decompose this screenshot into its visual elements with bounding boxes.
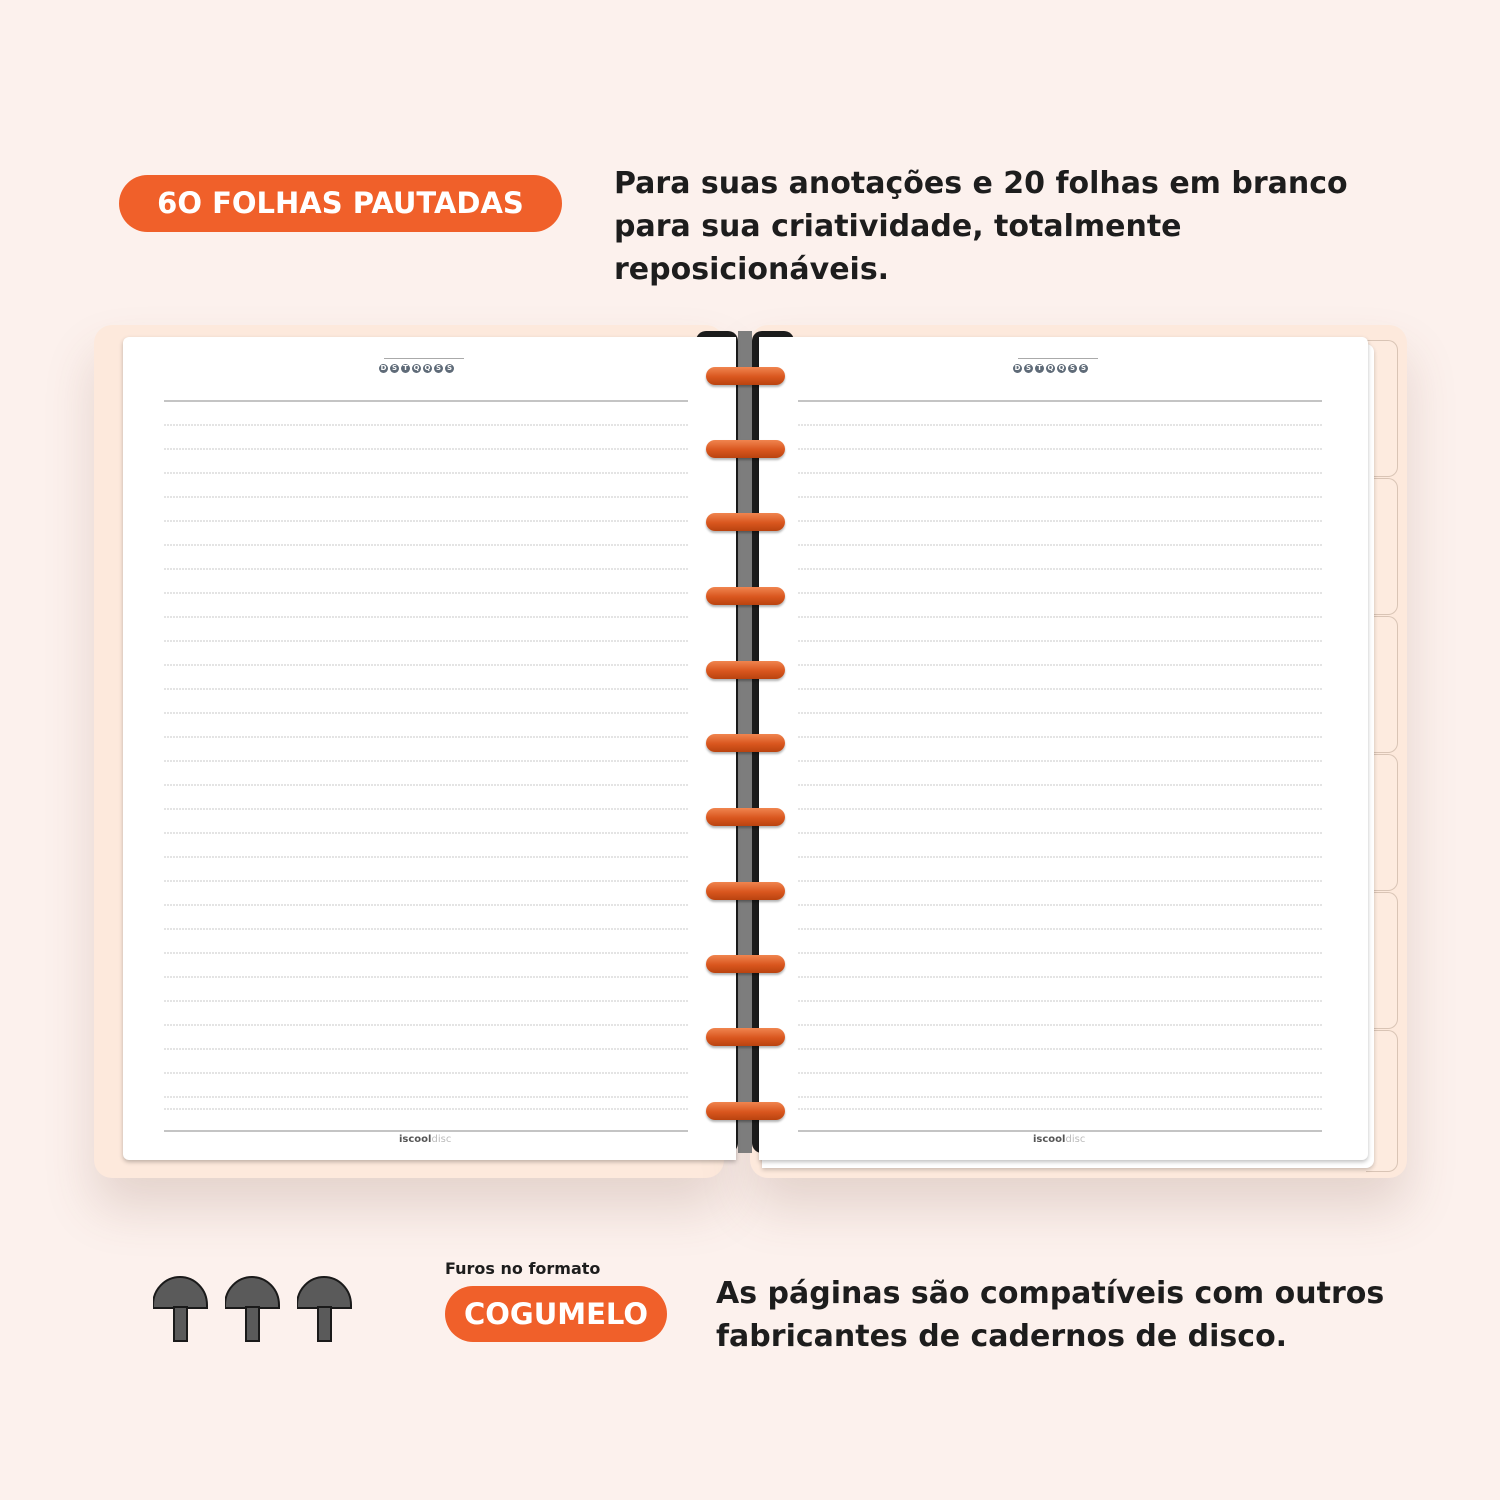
brand-logo-right: iscooldisc xyxy=(1033,1134,1086,1145)
weekday-marker: T xyxy=(401,364,410,373)
weekday-marker: Q xyxy=(424,364,431,372)
hole-format-label: Furos no formato xyxy=(445,1259,601,1278)
header-description: Para suas anotações e 20 folhas em branco para sua criatividade, totalmente reposicionáveis. xyxy=(614,166,1348,287)
weekday-marker: S xyxy=(1025,364,1032,372)
mushroom-hole-icon xyxy=(225,1274,280,1342)
hole-format-badge: COGUMELO xyxy=(445,1286,667,1342)
disc-ring xyxy=(706,367,785,385)
disc-ring xyxy=(706,661,785,679)
brand-logo-left: iscooldisc xyxy=(399,1134,452,1145)
disc-ring xyxy=(706,882,785,900)
weekday-markers xyxy=(379,364,454,373)
disc-ring xyxy=(706,587,785,605)
weekday-marker: Q xyxy=(413,364,420,372)
disc-ring xyxy=(706,1028,785,1046)
disc-ring xyxy=(706,734,785,752)
weekday-marker: S xyxy=(435,364,442,372)
weekday-marker: Q xyxy=(1047,364,1054,372)
weekday-marker: Q xyxy=(1058,364,1065,372)
disc-ring xyxy=(706,955,785,973)
weekday-marker: D xyxy=(380,364,387,372)
date-line xyxy=(1018,358,1098,359)
weekday-marker: T xyxy=(1035,364,1044,373)
weekday-marker: D xyxy=(1014,364,1021,372)
sheets-count-badge: 6O FOLHAS PAUTADAS xyxy=(119,175,562,232)
disc-ring xyxy=(706,440,785,458)
mushroom-hole-icon xyxy=(297,1274,352,1342)
ruled-lines-right xyxy=(798,400,1322,1135)
mushroom-hole-icon xyxy=(153,1274,208,1342)
weekday-markers xyxy=(1013,364,1088,373)
disc-ring xyxy=(706,1102,785,1120)
compatibility-description: As páginas são compatíveis com outros fabricantes de cadernos de disco. xyxy=(716,1276,1385,1354)
disc-ring xyxy=(706,513,785,531)
weekday-marker: S xyxy=(391,364,398,372)
ruled-lines-left xyxy=(164,400,688,1135)
date-line xyxy=(384,358,464,359)
weekday-marker: S xyxy=(1069,364,1076,372)
weekday-marker: S xyxy=(1080,364,1087,372)
weekday-marker: S xyxy=(446,364,453,372)
disc-ring xyxy=(706,808,785,826)
